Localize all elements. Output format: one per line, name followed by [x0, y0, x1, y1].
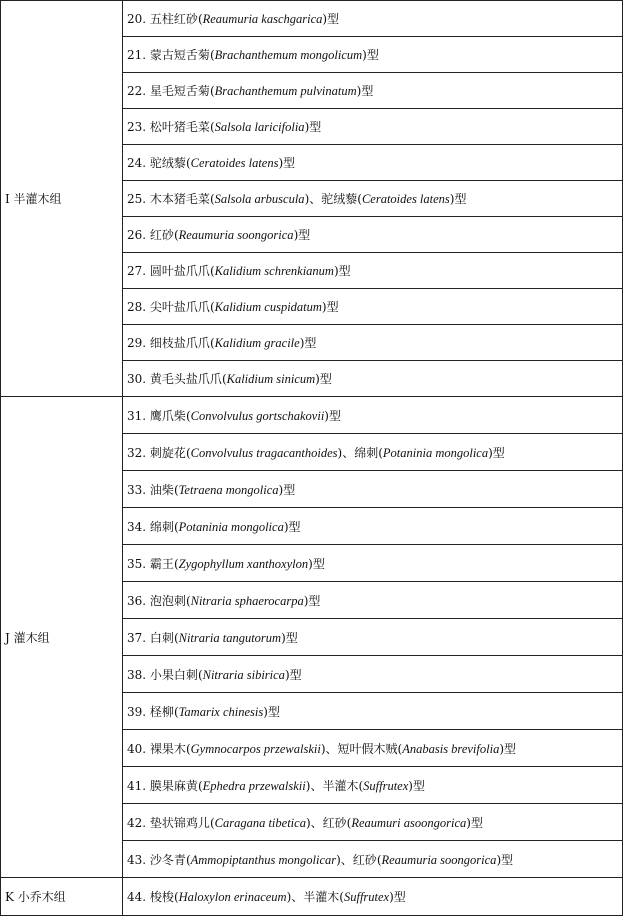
- chinese-name: 蒙古短舌菊: [149, 48, 210, 62]
- chinese-name: 霸王: [149, 556, 174, 571]
- type-number: 21.: [127, 48, 147, 62]
- scientific-name: Ceratoides latens: [190, 156, 279, 170]
- type-suffix: 型: [412, 778, 425, 793]
- type-suffix: 型: [327, 12, 340, 26]
- chinese-name-secondary: 、短叶假木贼: [325, 741, 398, 756]
- type-suffix: 型: [366, 48, 379, 62]
- scientific-name: Tetraena mongolica: [178, 482, 279, 497]
- group-label: K 小乔木组: [1, 878, 123, 916]
- type-suffix: 型: [285, 630, 298, 645]
- scientific-name: Brachanthemum mongolicum: [214, 48, 363, 62]
- type-number: 43.: [127, 852, 147, 867]
- type-suffix: 型: [454, 192, 467, 206]
- type-suffix: 型: [492, 445, 505, 460]
- scientific-name: Zygophyllum xanthoxylon: [178, 556, 309, 571]
- type-suffix: 型: [267, 704, 280, 719]
- type-number: 23.: [127, 120, 147, 134]
- type-suffix: 型: [393, 890, 406, 904]
- scientific-name: Gymnocarpos przewalskii: [190, 741, 321, 756]
- type-cell: 30. 黄毛头盐爪爪(Kalidium sinicum)型: [123, 361, 623, 397]
- type-suffix: 型: [309, 120, 322, 134]
- type-cell: 42. 垫状锦鸡儿(Caragana tibetica)、红砂(Reaumuri asoongorica)型: [123, 804, 623, 841]
- type-number: 44.: [127, 890, 147, 904]
- type-number: 29.: [127, 336, 147, 350]
- scientific-name-secondary: Reaumuri asoongorica: [351, 815, 467, 830]
- type-cell: 43. 沙冬青(Ammopiptanthus mongolicar)、红砂(Reaumuria soongorica)型: [123, 841, 623, 878]
- group-label: J 灌木组: [1, 397, 123, 878]
- scientific-name: Kalidium sinicum: [226, 372, 316, 386]
- chinese-name: 细枝盐爪爪: [149, 336, 210, 350]
- scientific-name-secondary: Anabasis brevifolia: [402, 741, 500, 756]
- chinese-name: 五柱红砂: [149, 12, 198, 26]
- type-cell: 34. 绵刺(Potaninia mongolica)型: [123, 508, 623, 545]
- type-suffix: 型: [470, 815, 483, 830]
- chinese-name: 小果白刺: [149, 667, 198, 682]
- type-number: 33.: [127, 482, 147, 497]
- chinese-name: 鹰爪柴: [149, 408, 186, 423]
- type-cell: 28. 尖叶盐爪爪(Kalidium cuspidatum)型: [123, 289, 623, 325]
- type-number: 36.: [127, 593, 147, 608]
- table-row: [1, 397, 623, 434]
- table-row: [1, 878, 623, 916]
- chinese-name: 膜果麻黄: [149, 778, 198, 793]
- type-suffix: 型: [304, 336, 317, 350]
- chinese-name: 白刺: [149, 630, 174, 645]
- type-number: 39.: [127, 704, 147, 719]
- type-cell: 33. 油柴(Tetraena mongolica)型: [123, 471, 623, 508]
- type-cell: 37. 白刺(Nitraria tangutorum)型: [123, 619, 623, 656]
- scientific-name-secondary: Reaumuria soongorica: [381, 852, 497, 867]
- type-suffix: 型: [288, 519, 301, 534]
- table-row: [1, 1, 623, 37]
- type-cell: 26. 红砂(Reaumuria soongorica)型: [123, 217, 623, 253]
- chinese-name-secondary: 、半灌木: [291, 890, 340, 904]
- type-number: 35.: [127, 556, 147, 571]
- type-suffix: 型: [289, 667, 302, 682]
- type-cell: 23. 松叶猪毛菜(Salsola laricifolia)型: [123, 109, 623, 145]
- chinese-name: 柽柳: [149, 704, 174, 719]
- type-cell: 38. 小果白刺(Nitraria sibirica)型: [123, 656, 623, 693]
- scientific-name-secondary: Ceratoides latens: [361, 192, 450, 206]
- chinese-name: 垫状锦鸡儿: [149, 815, 210, 830]
- chinese-name: 圆叶盐爪爪: [149, 264, 210, 278]
- type-suffix: 型: [283, 482, 296, 497]
- chinese-name-secondary: 、红砂: [340, 852, 377, 867]
- chinese-name: 尖叶盐爪爪: [149, 300, 210, 314]
- scientific-name: Potaninia mongolica: [178, 519, 284, 534]
- type-number: 22.: [127, 84, 147, 98]
- scientific-name-secondary: Suffrutex: [343, 890, 390, 904]
- scientific-name: Haloxylon erinaceum: [178, 890, 287, 904]
- type-suffix: 型: [328, 408, 341, 423]
- chinese-name: 红砂: [149, 228, 174, 242]
- type-cell: 44. 梭梭(Haloxylon erinaceum)、半灌木(Suffrutex)型: [123, 878, 623, 916]
- chinese-name: 梭梭: [149, 890, 174, 904]
- scientific-name: Salsola arbuscula: [214, 192, 305, 206]
- scientific-name: Nitraria sibirica: [202, 667, 285, 682]
- chinese-name: 驼绒藜: [149, 156, 186, 170]
- scientific-name: Reaumuria kaschgarica: [202, 12, 323, 26]
- chinese-name: 木本猪毛菜: [149, 192, 210, 206]
- chinese-name: 泡泡刺: [149, 593, 186, 608]
- chinese-name-secondary: 、驼绒藜: [309, 192, 358, 206]
- scientific-name-secondary: Potaninia mongolica: [382, 445, 489, 460]
- type-suffix: 型: [283, 156, 296, 170]
- scientific-name: Tamarix chinesis: [178, 704, 264, 719]
- scientific-name: Nitraria tangutorum: [178, 630, 282, 645]
- chinese-name: 黄毛头盐爪爪: [149, 372, 222, 386]
- type-suffix: 型: [312, 556, 325, 571]
- type-number: 37.: [127, 630, 147, 645]
- type-number: 34.: [127, 519, 147, 534]
- scientific-name: Ephedra przewalskii: [202, 778, 306, 793]
- type-suffix: 型: [326, 300, 339, 314]
- type-number: 26.: [127, 228, 147, 242]
- table-body: [1, 1, 623, 916]
- type-suffix: 型: [338, 264, 351, 278]
- chinese-name: 裸果木: [149, 741, 186, 756]
- scientific-name: Salsola laricifolia: [214, 120, 305, 134]
- scientific-name: Convolvulus tragacanthoides: [190, 445, 338, 460]
- scientific-name: Convolvulus gortschakovii: [190, 408, 325, 423]
- type-number: 24.: [127, 156, 147, 170]
- scientific-name: Brachanthemum pulvinatum: [214, 84, 357, 98]
- type-number: 28.: [127, 300, 147, 314]
- type-suffix: 型: [298, 228, 311, 242]
- type-suffix: 型: [308, 593, 321, 608]
- scientific-name: Kalidium schrenkianum: [214, 264, 334, 278]
- type-cell: 27. 圆叶盐爪爪(Kalidium schrenkianum)型: [123, 253, 623, 289]
- type-cell: 20. 五柱红砂(Reaumuria kaschgarica)型: [123, 1, 623, 37]
- chinese-name: 松叶猪毛菜: [149, 120, 210, 134]
- scientific-name: Caragana tibetica: [214, 815, 306, 830]
- type-cell: 41. 膜果麻黄(Ephedra przewalskii)、半灌木(Suffrutex)型: [123, 767, 623, 804]
- type-cell: 32. 刺旋花(Convolvulus tragacanthoides)、绵刺(Potaninia mongolica)型: [123, 434, 623, 471]
- type-number: 25.: [127, 192, 147, 206]
- type-number: 40.: [127, 741, 147, 756]
- chinese-name: 沙冬青: [149, 852, 186, 867]
- scientific-name: Reaumuria soongorica: [178, 228, 294, 242]
- chinese-name: 油柴: [149, 482, 174, 497]
- chinese-name-secondary: 、红砂: [310, 815, 347, 830]
- type-number: 38.: [127, 667, 147, 682]
- scientific-name: Kalidium gracile: [214, 336, 300, 350]
- type-cell: 29. 细枝盐爪爪(Kalidium gracile)型: [123, 325, 623, 361]
- type-number: 30.: [127, 372, 147, 386]
- type-number: 42.: [127, 815, 147, 830]
- chinese-name-secondary: 、半灌木: [310, 778, 359, 793]
- chinese-name: 刺旋花: [149, 445, 186, 460]
- scientific-name: Kalidium cuspidatum: [214, 300, 322, 314]
- scientific-name: Ammopiptanthus mongolicar: [190, 852, 337, 867]
- chinese-name: 绵刺: [149, 519, 174, 534]
- type-cell: 39. 柽柳(Tamarix chinesis)型: [123, 693, 623, 730]
- type-cell: 40. 裸果木(Gymnocarpos przewalskii)、短叶假木贼(Anabasis brevifolia)型: [123, 730, 623, 767]
- type-cell: 35. 霸王(Zygophyllum xanthoxylon)型: [123, 545, 623, 582]
- type-suffix: 型: [361, 84, 374, 98]
- type-number: 20.: [127, 12, 147, 26]
- type-number: 31.: [127, 408, 147, 423]
- type-number: 41.: [127, 778, 147, 793]
- scientific-name-secondary: Suffrutex: [363, 778, 409, 793]
- type-number: 32.: [127, 445, 147, 460]
- scientific-name: Nitraria sphaerocarpa: [190, 593, 304, 608]
- chinese-name-secondary: 、绵刺: [342, 445, 379, 460]
- type-number: 27.: [127, 264, 147, 278]
- type-cell: 31. 鹰爪柴(Convolvulus gortschakovii)型: [123, 397, 623, 434]
- type-suffix: 型: [319, 372, 332, 386]
- type-suffix: 型: [504, 741, 517, 756]
- type-cell: 25. 木本猪毛菜(Salsola arbuscula)、驼绒藜(Ceratoides latens)型: [123, 181, 623, 217]
- type-suffix: 型: [501, 852, 514, 867]
- chinese-name: 星毛短舌菊: [149, 84, 210, 98]
- type-cell: 24. 驼绒藜(Ceratoides latens)型: [123, 145, 623, 181]
- type-cell: 21. 蒙古短舌菊(Brachanthemum mongolicum)型: [123, 37, 623, 73]
- type-cell: 22. 星毛短舌菊(Brachanthemum pulvinatum)型: [123, 73, 623, 109]
- group-label: I 半灌木组: [1, 1, 123, 397]
- type-cell: 36. 泡泡刺(Nitraria sphaerocarpa)型: [123, 582, 623, 619]
